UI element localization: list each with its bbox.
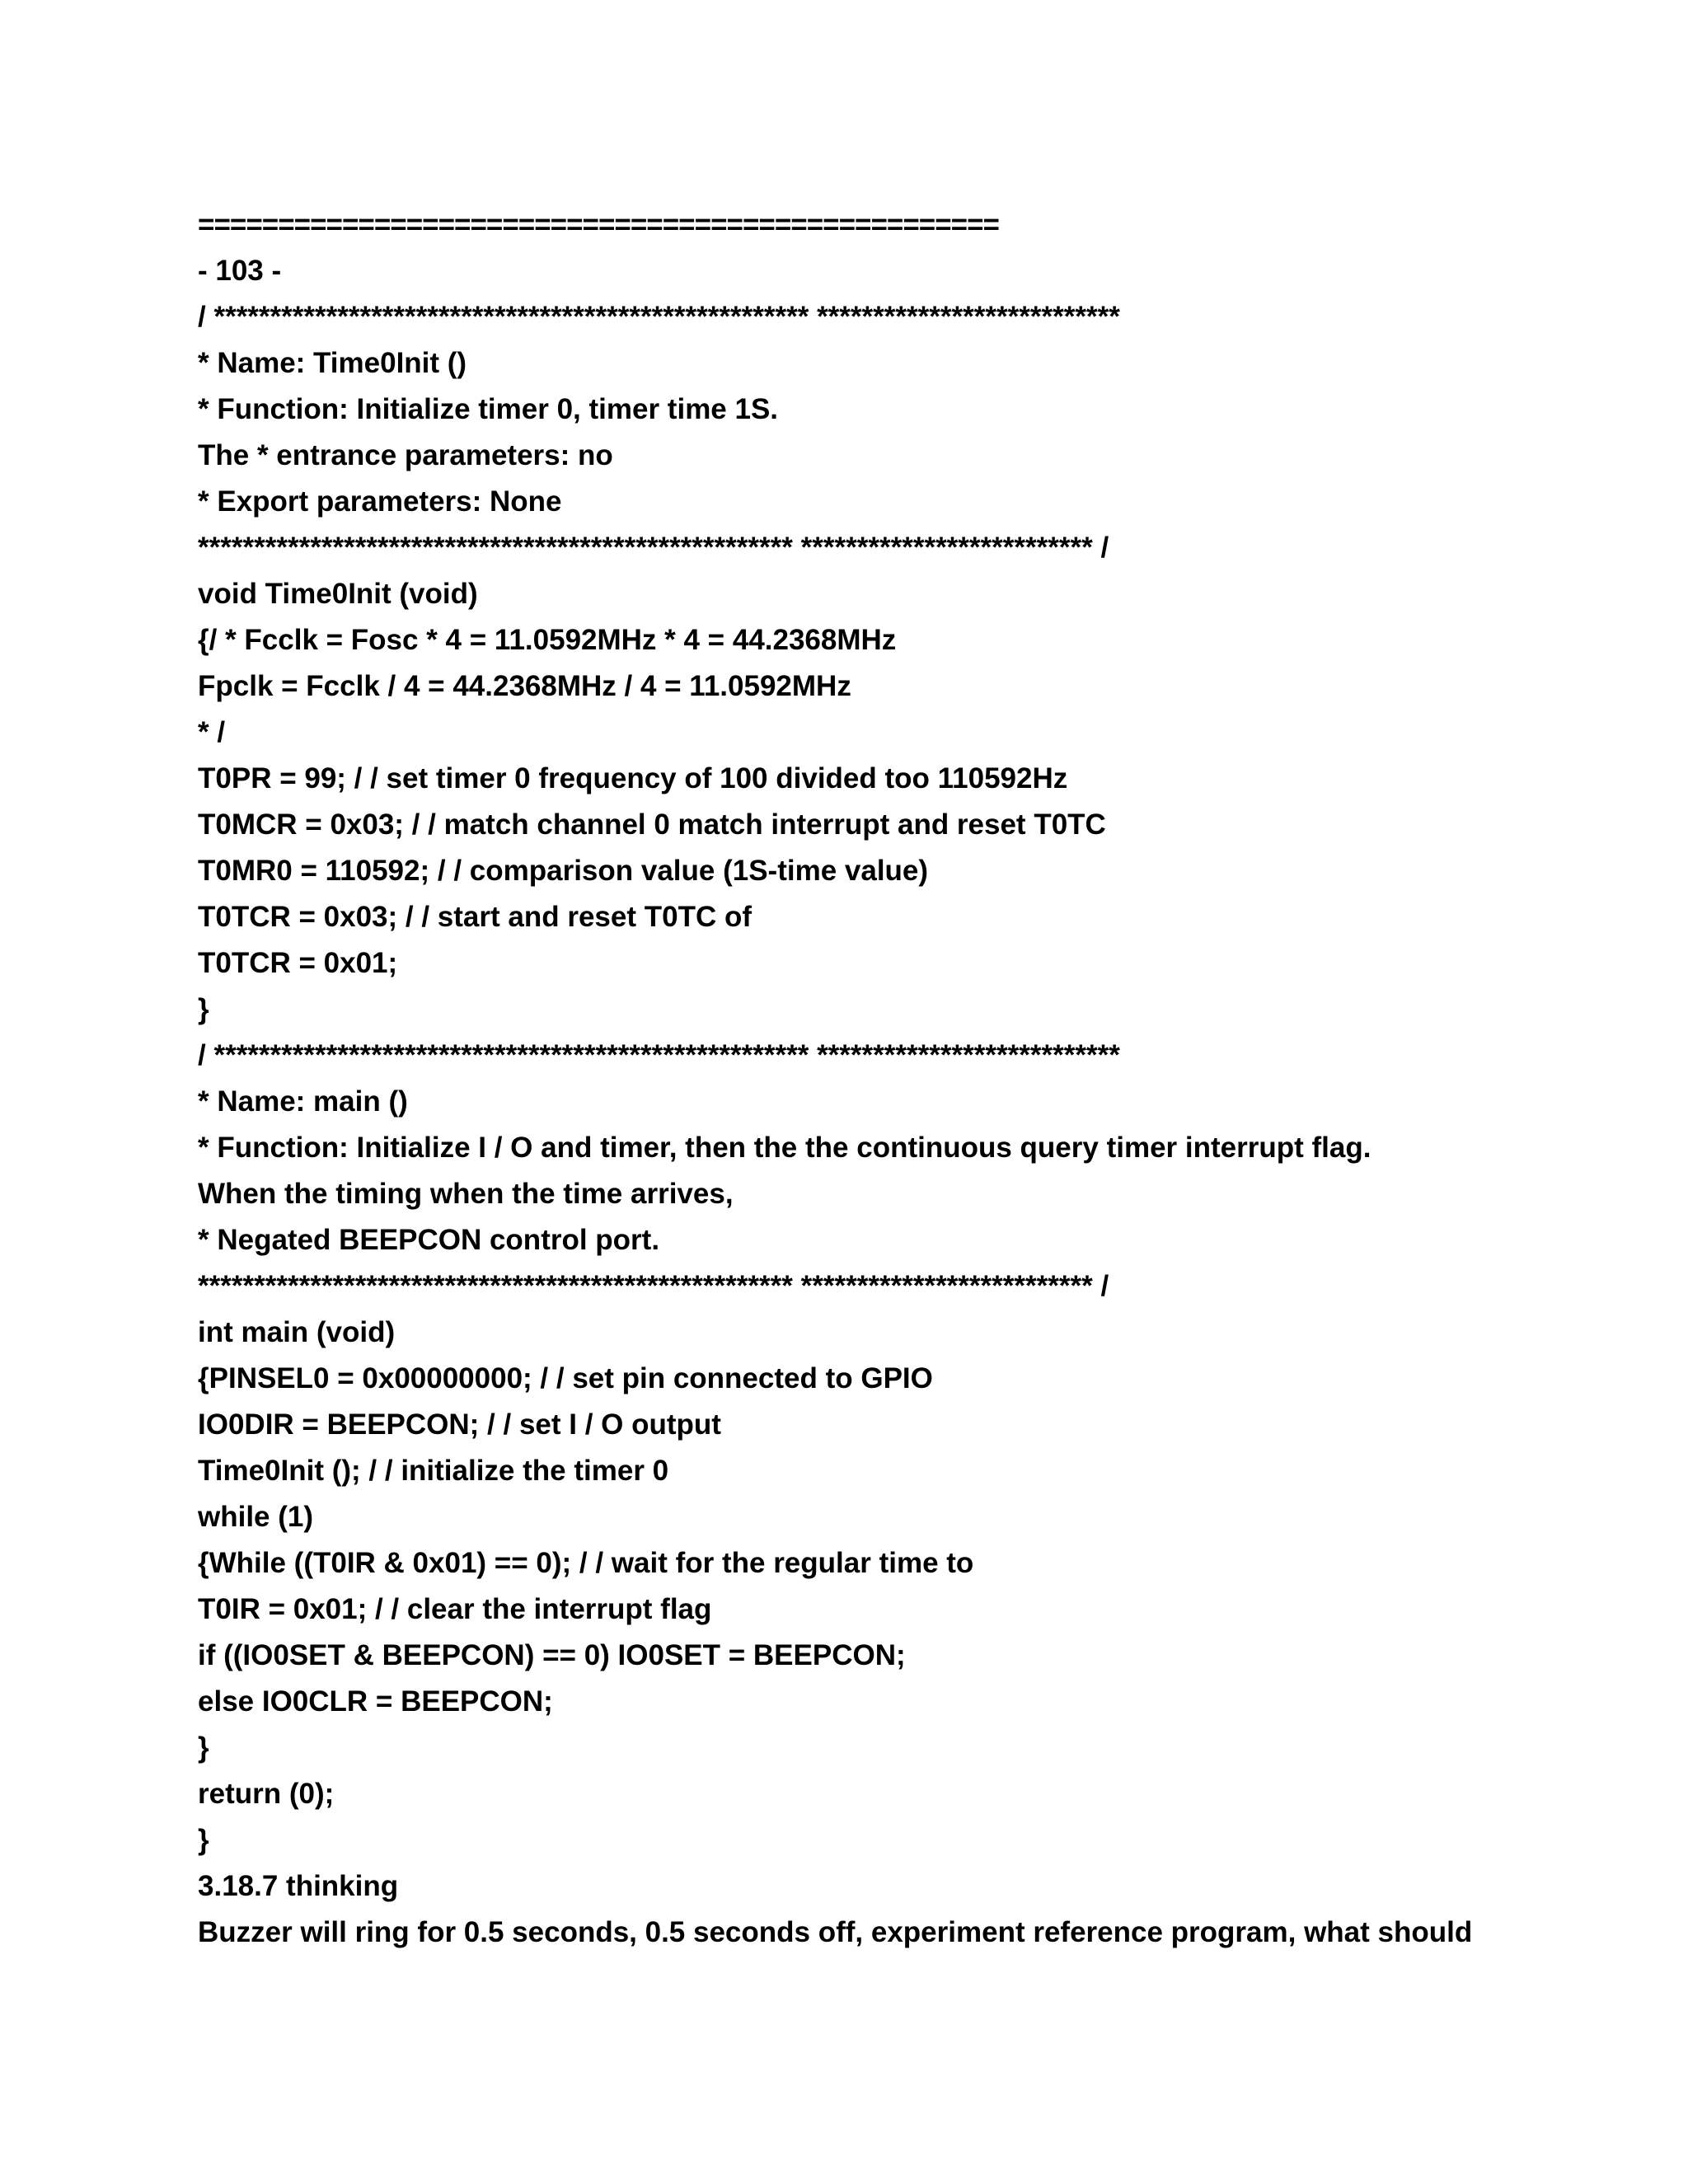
code-line: T0PR = 99; / / set timer 0 frequency of 100 divided too 110592Hz	[198, 762, 1068, 794]
comment-line: * Export parameters: None	[198, 485, 562, 518]
code-line: }	[198, 1824, 209, 1856]
code-line: else IO0CLR = BEEPCON;	[198, 1685, 553, 1718]
comment-line: * Function: Initialize timer 0, timer time 1S.	[198, 393, 779, 425]
body-text: Buzzer will ring for 0.5 seconds, 0.5 seconds off, experiment reference program, what should	[198, 1916, 1473, 1948]
code-line: if ((IO0SET & BEEPCON) == 0) IO0SET = BEEPCON;	[198, 1639, 906, 1671]
code-listing	[198, 202, 1533, 1956]
page-number: - 103 -	[198, 255, 282, 287]
code-line: T0MR0 = 110592; / / comparison value (1S-time value)	[198, 855, 929, 887]
code-line: while (1)	[198, 1501, 314, 1533]
comment-border-bottom: ***************************************************** ************************** /	[198, 1270, 1109, 1302]
code-line: {While ((T0IR & 0x01) == 0); / / wait for the regular time to	[198, 1547, 974, 1579]
comment-line: * Function: Initialize I / O and timer, then the the continuous query timer interrupt flag.	[198, 1132, 1372, 1164]
comment-line: When the timing when the time arrives,	[198, 1178, 734, 1210]
section-heading: 3.18.7 thinking	[198, 1870, 399, 1902]
comment-border-bottom: ***************************************************** ************************** /	[198, 532, 1109, 564]
comment-line: * Negated BEEPCON control port.	[198, 1224, 660, 1256]
code-line: return (0);	[198, 1778, 335, 1810]
code-line: T0MCR = 0x03; / / match channel 0 match interrupt and reset T0TC	[198, 808, 1106, 841]
code-line: IO0DIR = BEEPCON; / / set I / O output	[198, 1408, 721, 1441]
code-line: {/ * Fcclk = Fosc * 4 = 11.0592MHz * 4 = 44.2368MHz	[198, 624, 897, 656]
code-line: Fpclk = Fcclk / 4 = 44.2368MHz / 4 = 11.0592MHz	[198, 670, 851, 702]
code-line: * /	[198, 716, 226, 748]
code-line: T0TCR = 0x01;	[198, 947, 398, 979]
comment-border-top: / ***************************************************** ***************************	[198, 1039, 1120, 1071]
code-line: T0TCR = 0x03; / / start and reset T0TC of	[198, 901, 752, 933]
comment-line: The * entrance parameters: no	[198, 439, 613, 471]
comment-line: * Name: main ()	[198, 1085, 408, 1118]
code-line: {PINSEL0 = 0x00000000; / / set pin connected to GPIO	[198, 1362, 933, 1394]
comment-line: * Name: Time0Init ()	[198, 347, 467, 379]
code-line: Time0Init (); / / initialize the timer 0	[198, 1455, 669, 1487]
code-line: T0IR = 0x01; / / clear the interrupt flag	[198, 1593, 712, 1625]
code-line: }	[198, 1732, 209, 1764]
separator-rule: ==================================================	[198, 209, 999, 241]
comment-border-top: / ***************************************************** ***************************	[198, 301, 1120, 333]
code-line: int main (void)	[198, 1316, 396, 1348]
code-line: void Time0Init (void)	[198, 578, 478, 610]
code-line: }	[198, 993, 209, 1025]
